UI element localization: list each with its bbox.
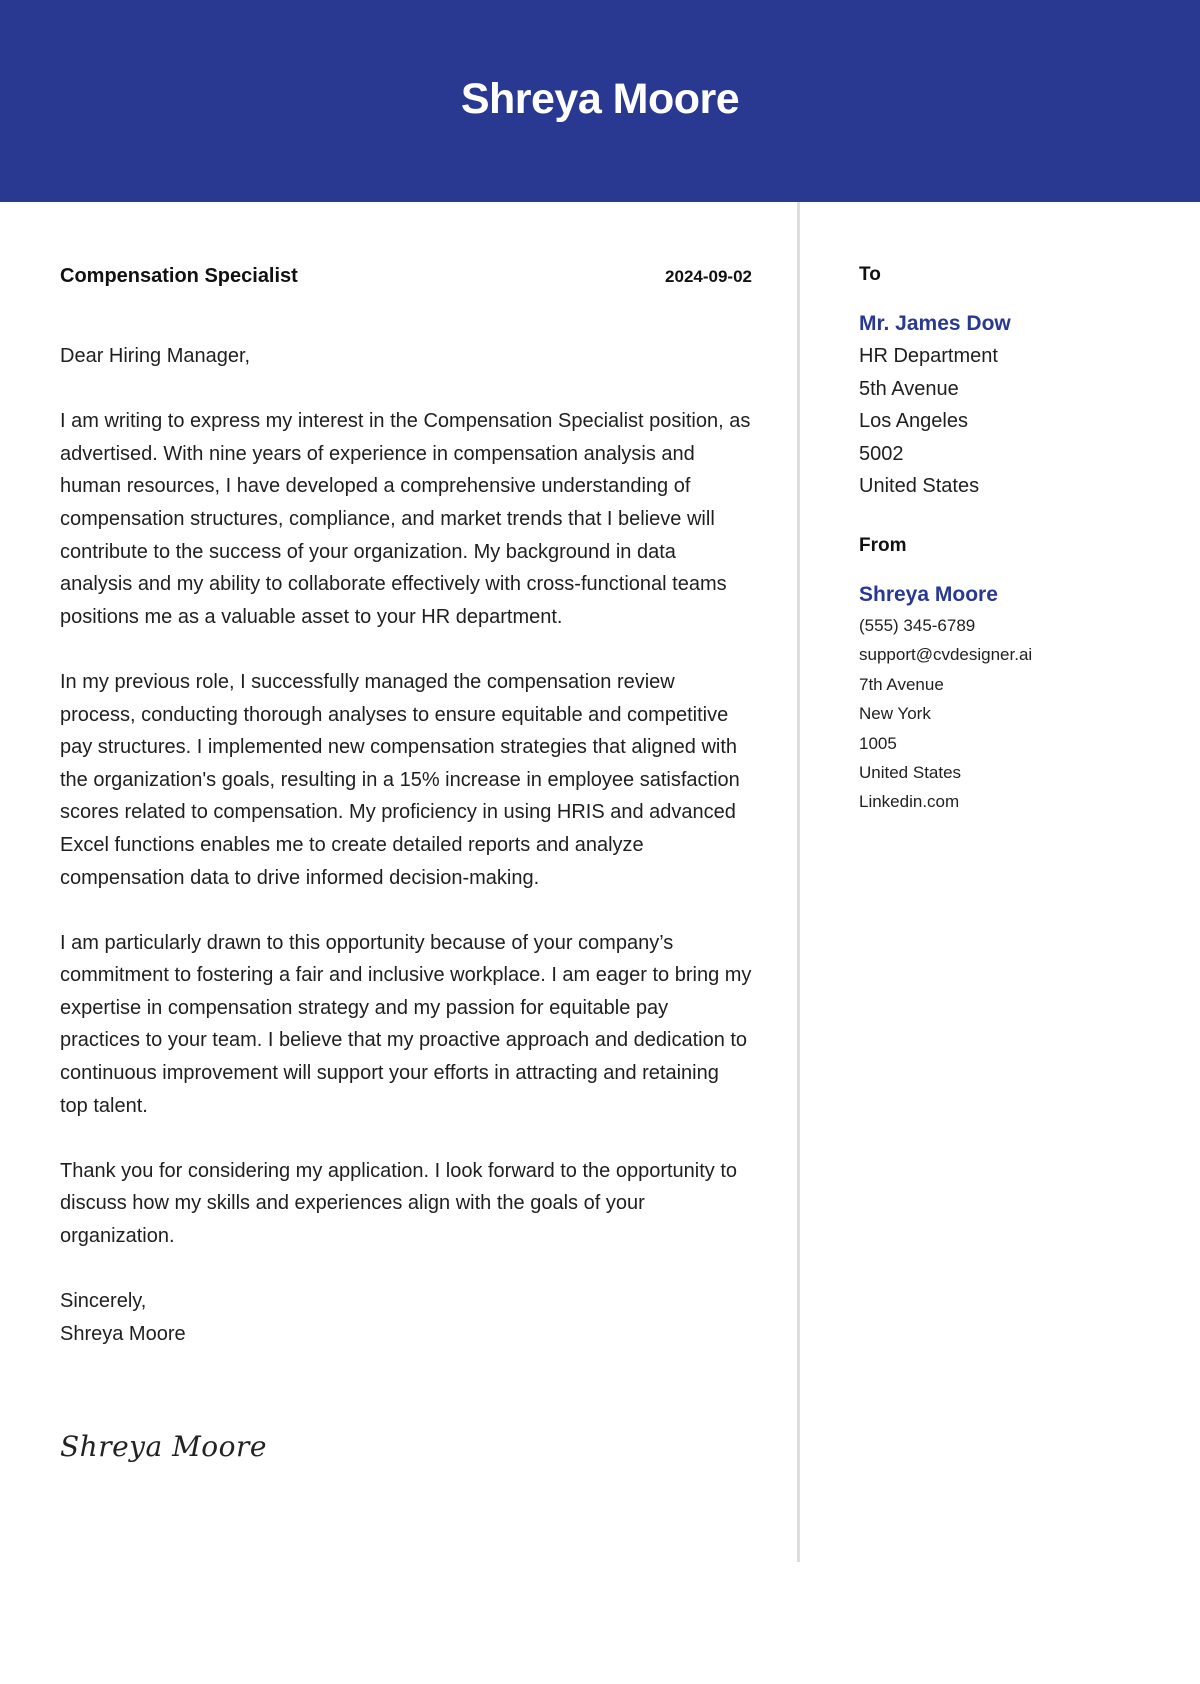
body-paragraph-4: Thank you for considering my application. I look forward to the opportunity to discuss how my skills and experiences align with the goals of your organization.: [60, 1159, 738, 1248]
recipient-postal: 5002: [859, 442, 904, 465]
sender-phone: (555) 345-6789: [859, 616, 976, 635]
sender-street: 7th Avenue: [859, 674, 944, 694]
to-heading: To: [859, 264, 881, 285]
recipient-street: 5th Avenue: [859, 377, 959, 400]
recipient-department: HR Department: [859, 345, 998, 367]
body-paragraph-1: I am writing to express my interest in the Compensation Specialist position, as advertised. With nine years of experience in compensation analysis and human resources, I have developed a comprehensive understanding of compensation structures, compliance, and market trends that I believe will contribute to the success of your organization. My background in data analysis and my ability to collaborate effectively with cross-functional teams positions me as a valuable asset to your HR department.: [60, 410, 751, 628]
recipient-country: United States: [859, 475, 980, 497]
sender-country: United States: [859, 763, 962, 783]
sender-block: [859, 579, 1032, 817]
job-title: Compensation Specialist: [60, 265, 298, 287]
column-divider: [797, 202, 800, 1562]
closing-phrase: Sincerely,: [60, 1290, 147, 1313]
sender-postal: 1005: [859, 733, 897, 753]
sender-website: Linkedin.com: [859, 792, 960, 812]
sender-city: New York: [859, 704, 931, 724]
body-paragraph-3: I am particularly drawn to this opportunity because of your company’s commitment to fostering a fair and inclusive workplace. I am eager to bring my expertise in compensation strategy and my passion for equitable pay practices to your team. I believe that my proactive approach and dedication to continuous improvement will support your efforts in attracting and retaining top talent.: [60, 931, 752, 1117]
applicant-name: Shreya Moore: [460, 74, 740, 123]
sender-name: Shreya Moore: [859, 583, 998, 606]
letter-body: [60, 340, 752, 1350]
sender-email: support@cvdesigner.ai: [859, 645, 1033, 665]
closing-block: [60, 1285, 752, 1350]
from-heading: From: [859, 535, 907, 556]
recipient-name: Mr. James Dow: [859, 312, 1011, 335]
recipient-block: [859, 308, 1011, 503]
letter-meta: [60, 265, 752, 288]
body-paragraph-2: In my previous role, I successfully managed the compensation review process, conducting thorough analyses to ensure equitable and competitive pay structures. I implemented new compensation strategies that aligned with the organization's goals, resulting in a 15% increase in employee satisfaction scores related to compensation. My proficiency in using HRIS and advanced Excel functions enables me to create detailed reports and analyze compensation data to drive informed decision-making.: [60, 670, 740, 889]
recipient-city: Los Angeles: [859, 410, 968, 432]
letter-date: 2024-09-02: [665, 267, 752, 286]
salutation: Dear Hiring Manager,: [60, 345, 251, 367]
signoff-name: Shreya Moore: [60, 1322, 186, 1345]
handwritten-signature: Shreya Moore: [60, 1430, 267, 1463]
header-banner: [0, 0, 1200, 202]
